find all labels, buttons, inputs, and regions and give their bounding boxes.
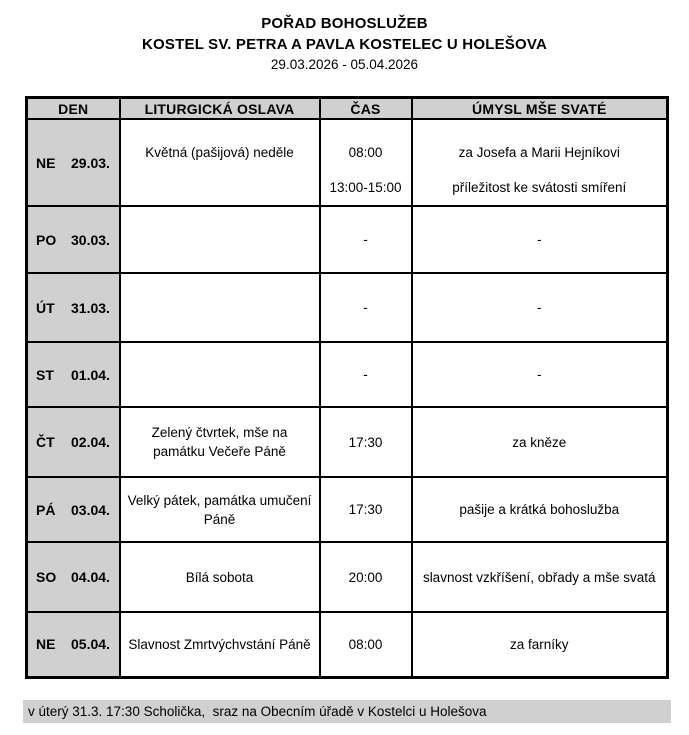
footer-note: v úterý 31.3. 17:30 Scholička, sraz na Obecním úřadě v Kostelci u Holešova <box>23 700 671 723</box>
intention-cell: pašije a krátká bohoslužba <box>412 477 668 542</box>
celebration-cell <box>120 273 320 342</box>
day-abbr: SO <box>36 569 57 585</box>
page-title: POŘAD BOHOSLUŽEB <box>261 15 428 32</box>
celebration-entry: Květná (pašijová) neděle <box>145 145 294 160</box>
day-date: 01.04. <box>71 366 110 383</box>
day-abbr: ÚT <box>36 299 55 316</box>
time-stack <box>327 122 405 203</box>
table-row <box>27 542 668 612</box>
time-cell: 17:30 <box>320 407 412 477</box>
day-date: 02.04. <box>71 434 110 450</box>
day-cell <box>27 542 120 612</box>
page-subtitle: KOSTEL SV. PETRA A PAVLA KOSTELEC U HOLEŠOVA <box>142 36 547 53</box>
celebration-cell: Bílá sobota <box>120 542 320 612</box>
day-abbr: PÁ <box>36 501 56 518</box>
table-row <box>27 477 668 542</box>
day-date: 31.03. <box>71 299 110 316</box>
time-cell: - <box>320 206 412 273</box>
schedule-table <box>25 96 669 679</box>
table-row <box>27 273 668 342</box>
table-row <box>27 612 668 677</box>
time-cell: - <box>320 342 412 407</box>
time-cell <box>320 119 412 206</box>
column-header-den: DEN <box>27 98 120 120</box>
column-header-liturgicka-oslava: LITURGICKÁ OSLAVA <box>120 98 320 120</box>
table-row <box>27 119 668 206</box>
time-entry: 13:00-15:00 <box>329 180 402 195</box>
celebration-cell: Slavnost Zmrtvýchvstání Páně <box>120 612 320 677</box>
day-cell <box>27 342 120 407</box>
time-cell: 08:00 <box>320 612 412 677</box>
intention-entry: příležitost ke svátosti smíření <box>452 180 627 195</box>
day-cell <box>27 119 120 206</box>
title-block <box>0 0 689 75</box>
celebration-cell: Velký pátek, památka umučení Páně <box>120 477 320 542</box>
time-cell: 20:00 <box>320 542 412 612</box>
day-date: 04.04. <box>71 569 110 585</box>
celebration-cell <box>120 119 320 206</box>
intention-cell: za farníky <box>412 612 668 677</box>
table-row <box>27 407 668 477</box>
intention-entry: za Josefa a Marii Hejníkovi <box>458 145 620 160</box>
day-abbr: NE <box>36 636 56 653</box>
day-abbr: ST <box>36 366 54 383</box>
intention-cell: slavnost vzkříšení, obřady a mše svatá <box>412 542 668 612</box>
day-cell <box>27 407 120 477</box>
intention-cell <box>412 119 668 206</box>
celebration-cell: Zelený čtvrtek, mše na památku Večeře Páně <box>120 407 320 477</box>
day-abbr: PO <box>36 231 57 248</box>
table-header-row <box>27 98 668 120</box>
day-abbr: ČT <box>36 434 55 450</box>
intention-cell: - <box>412 273 668 342</box>
column-header-cas: ČAS <box>320 98 412 120</box>
day-date: 30.03. <box>71 231 110 248</box>
intention-cell: za kněze <box>412 407 668 477</box>
celebration-cell <box>120 342 320 407</box>
day-abbr: NE <box>36 154 56 171</box>
intention-cell: - <box>412 206 668 273</box>
time-entry: 08:00 <box>348 145 383 160</box>
day-date: 29.03. <box>71 154 110 171</box>
intention-cell: - <box>412 342 668 407</box>
celebration-stack <box>127 122 313 203</box>
day-cell <box>27 206 120 273</box>
intention-stack <box>419 122 661 203</box>
day-date: 03.04. <box>71 501 110 518</box>
celebration-cell <box>120 206 320 273</box>
time-cell: - <box>320 273 412 342</box>
table-row <box>27 342 668 407</box>
table-row <box>27 206 668 273</box>
day-date: 05.04. <box>71 636 110 653</box>
day-cell <box>27 612 120 677</box>
day-cell <box>27 273 120 342</box>
date-range: 29.03.2026 - 05.04.2026 <box>270 57 419 72</box>
column-header-umysl: ÚMYSL MŠE SVATÉ <box>412 98 668 120</box>
time-cell: 17:30 <box>320 477 412 542</box>
day-cell <box>27 477 120 542</box>
